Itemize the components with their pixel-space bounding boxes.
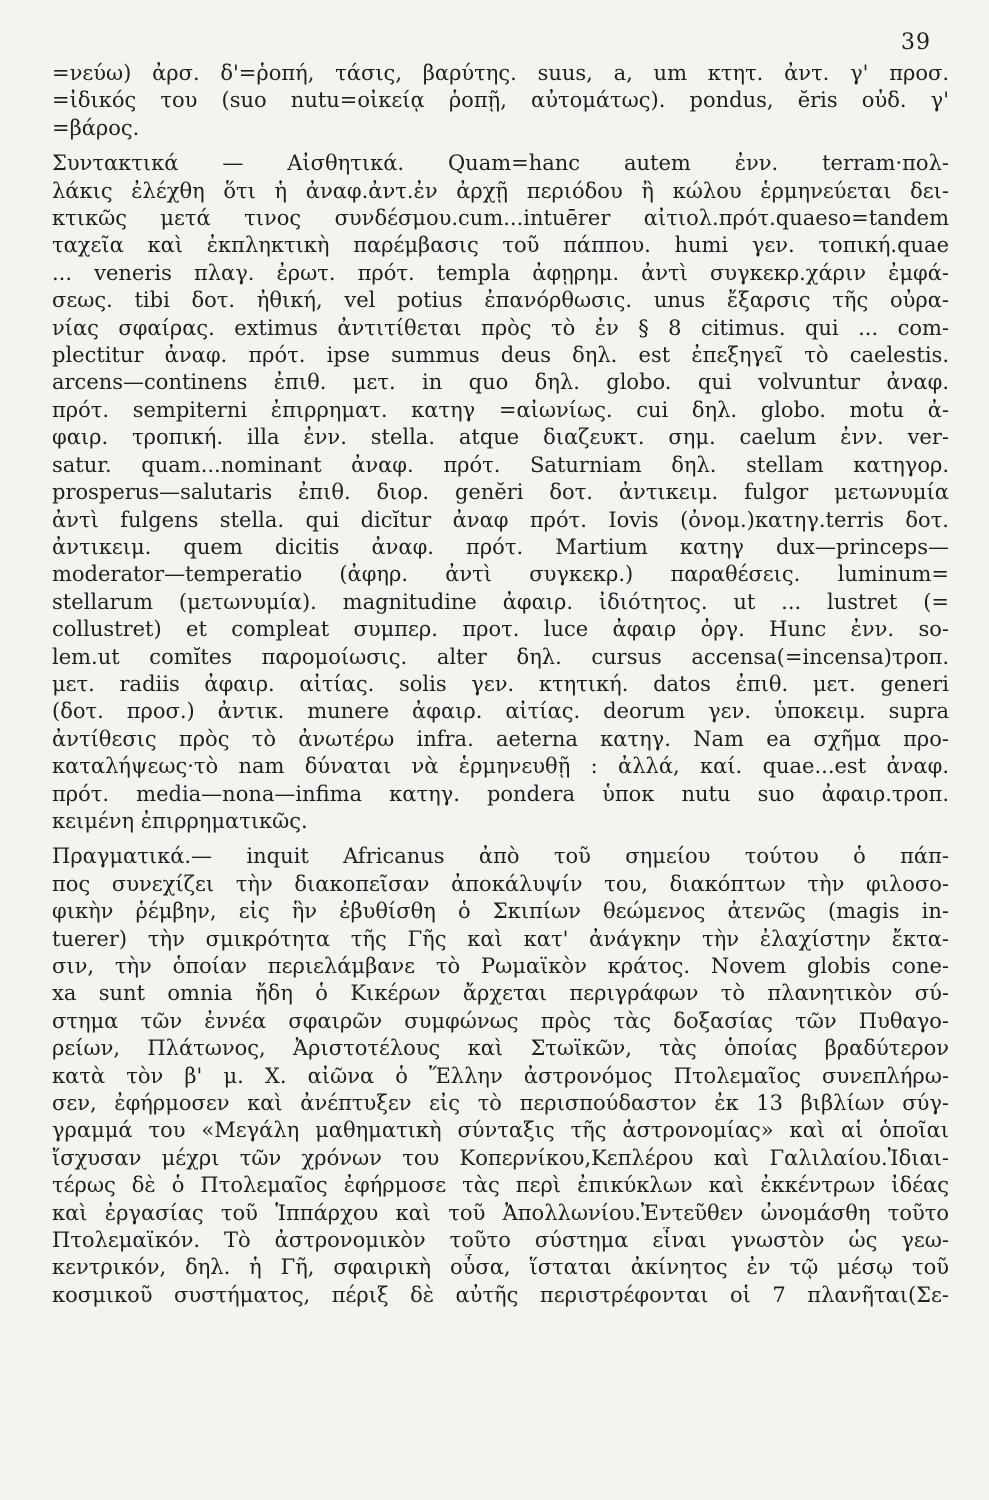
text-line: πος συνεχίζει τὴν διακοπεῖσαν ἀποκάλυψίν του, διακόπτων τὴν φιλοσο- — [52, 871, 949, 896]
text-line: κτικῶς μετά τινος συνδέσμου.cum...intuērer αἰτιολ.πρότ.quaeso=tandem — [52, 206, 949, 231]
text-line: κατὰ τὸν β' μ. Χ. αἰῶνα ὁ Ἕλλην ἀστρονόμος Πτολεμαῖος συνεπλήρω- — [52, 1063, 949, 1088]
section-heading-line: Πραγματικά.— inquit Africanus ἀπὸ τοῦ σημείου τούτου ὁ πάπ- — [52, 844, 949, 869]
text-line: Πτολεμαϊκόν. Τὸ ἀστρονομικὸν τοῦτο σύστημα εἶναι γνωστὸν ὡς γεω- — [52, 1228, 949, 1253]
text-line: πρότ. media—nona—infima κατηγ. pondera ὑποκ nutu suo ἀφαιρ.τροπ. — [52, 781, 949, 806]
text-line: σιν, τὴν ὁποίαν περιελάμβανε τὸ Ρωμαϊκὸν κράτος. Novem globis cone- — [52, 954, 949, 978]
text-line: λάκις ἐλέχθη ὅτι ἡ ἀναφ.ἀντ.ἐν ἀρχῇ περιόδου ἢ κώλου ἑρμηνεύεται δει- — [52, 178, 949, 203]
text-line: satur. quam...nominant ἀναφ. πρότ. Saturniam δηλ. stellam κατηγορ. — [52, 452, 949, 477]
text-line: γραμμά του «Μεγάλη μαθηματικὴ σύνταξις τῆς ἀστρονομίας» καὶ αἱ ὁποῖαι — [52, 1118, 949, 1143]
text-line: κεντρικόν, δηλ. ἡ Γῆ, σφαιρικὴ οὖσα, ἵσταται ἀκίνητος ἐν τῷ μέσῳ τοῦ — [52, 1255, 949, 1280]
text-line: μετ. radiis ἀφαιρ. αἰτίας. solis γεν. κτητική. datos ἐπιθ. μετ. generi — [52, 671, 949, 696]
text-line: tuerer) τὴν σμικρότητα τῆς Γῆς καὶ κατ' ἀνάγκην τὴν ἐλαχίστην ἔκτα- — [52, 926, 949, 951]
text-line: καταλήψεως·τὸ nam δύναται νὰ ἑρμηνευθῇ : ἀλλά, καί. quae...est ἀναφ. — [52, 754, 949, 779]
text-line: =βάρος. — [52, 115, 140, 140]
text-line: ἀντὶ fulgens stella. qui dicĭtur ἀναφ πρότ. Iovis (ὀνομ.)κατηγ.terris δοτ. — [52, 507, 949, 532]
text-line: moderator—temperatio (ἀφηρ. ἀντὶ συγκεκρ.) παραθέσεις. luminum= — [52, 562, 949, 587]
text-line: stellarum (μετωνυμία). magnitudine ἀφαιρ. ἰδιότητος. ut ... lustret (= — [52, 589, 949, 614]
body-text — [52, 60, 949, 1309]
text-line: ἀντικειμ. quem dicitis ἀναφ. πρότ. Martium κατηγ dux—princeps— — [52, 534, 949, 559]
text-line: arcens—continens ἐπιθ. μετ. in quo δηλ. globo. qui volvuntur ἀναφ. — [52, 370, 949, 395]
text-line: σεν, ἐφήρμοσεν καὶ ἀνέπτυξεν εἰς τὸ περισπούδαστον ἐκ 13 βιβλίων σύγ- — [52, 1091, 949, 1116]
text-line: κοσμικοῦ συστήματος, πέριξ δὲ αὐτῆς περιστρέφονται οἱ 7 πλανῆται(Σε- — [52, 1282, 949, 1307]
text-line: σεως. tibi δοτ. ἠθική, vel potius ἐπανόρθωσις. unus ἔξαρσις τῆς οὐρα- — [52, 288, 949, 313]
section-heading-line: Συντακτικά — Αἰσθητικά. Quam=hanc autem ἐνν. terram·πολ- — [52, 151, 949, 176]
text-line: xa sunt omnia ἤδη ὁ Κικέρων ἄρχεται περιγράφων τὸ πλανητικὸν σύ- — [52, 981, 949, 1006]
text-line: ... veneris πλαγ. ἐρωτ. πρότ. templa ἀφῃρημ. ἀντὶ συγκεκρ.χάριν ἐμφά- — [52, 260, 949, 285]
text-line: πρότ. sempiterni ἐπιρρηματ. κατηγ =αἰωνίως. cui δηλ. globo. motu ἀ- — [52, 397, 949, 422]
text-line: ἴσχυσαν μέχρι τῶν χρόνων του Κοπερνίκου,Κεπλέρου καὶ Γαλιλαίου.Ἰδιαι- — [52, 1145, 949, 1170]
text-line: lem.ut comĭtes παρομοίωσις. alter δηλ. cursus accensa(=incensa)τροπ. — [52, 644, 949, 669]
text-line: στημα τῶν ἐννέα σφαιρῶν συμφώνως πρὸς τὰς δοξασίας τῶν Πυθαγο- — [52, 1008, 949, 1033]
text-line: plectitur ἀναφ. πρότ. ipse summus deus δηλ. est ἐπεξηγεῖ τὸ caelestis. — [52, 343, 949, 368]
text-line: τέρως δὲ ὁ Πτολεμαῖος ἐφήρμοσε τὰς περὶ ἐπικύκλων καὶ ἐκκέντρων ἰδέας — [52, 1173, 949, 1198]
text-line: prosperus—salutaris ἐπιθ. διορ. genĕri δοτ. ἀντικειμ. fulgor μετωνυμία — [52, 480, 949, 505]
text-line: νίας σφαίρας. extimus ἀντιτίθεται πρὸς τὸ ἐν § 8 citimus. qui ... com- — [52, 315, 949, 340]
text-line: ταχεῖα καὶ ἐκπληκτικὴ παρέμβασις τοῦ πάππου. humi γεν. τοπική.quae — [52, 233, 949, 258]
page-number: 39 — [901, 30, 931, 55]
text-line: =ἰδικός του (suo nutu=οἰκείᾳ ῥοπῇ, αὐτομάτως). pondus, ĕris οὐδ. γ' — [52, 88, 949, 113]
text-line: καὶ ἐργασίας τοῦ Ἱππάρχου καὶ τοῦ Ἀπολλωνίου.Ἐντεῦθεν ὠνομάσθη τοῦτο — [52, 1200, 949, 1225]
text-line: φικὴν ῥέμβην, εἰς ἣν ἐβυθίσθη ὁ Σκιπίων θεώμενος ἀτενῶς (magis in- — [52, 899, 949, 924]
text-line: φαιρ. τροπική. illa ἐνν. stella. atque διαζευκτ. σημ. caelum ἐνν. ver- — [52, 425, 949, 450]
text-line: ἀντίθεσις πρὸς τὸ ἀνωτέρω infra. aeterna κατηγ. Nam ea σχῆμα προ- — [52, 726, 949, 751]
text-line: κειμένη ἐπιρρηματικῶς. — [52, 808, 308, 833]
text-line: ρείων, Πλάτωνος, Ἀριστοτέλους καὶ Στωϊκῶν, τὰς ὁποίας βραδύτερον — [52, 1036, 949, 1061]
text-line: =νεύω) ἀρσ. δ'=ῥοπή, τάσις, βαρύτης. suus, a, um κτητ. ἀντ. γ' προσ. — [52, 61, 949, 85]
text-line: collustret) et compleat συμπερ. προτ. luce ἀφαιρ ὀργ. Hunc ἐνν. so- — [52, 617, 949, 642]
text-line: (δοτ. προσ.) ἀντικ. munere ἀφαιρ. αἰτίας. deorum γεν. ὑποκειμ. supra — [52, 699, 949, 724]
